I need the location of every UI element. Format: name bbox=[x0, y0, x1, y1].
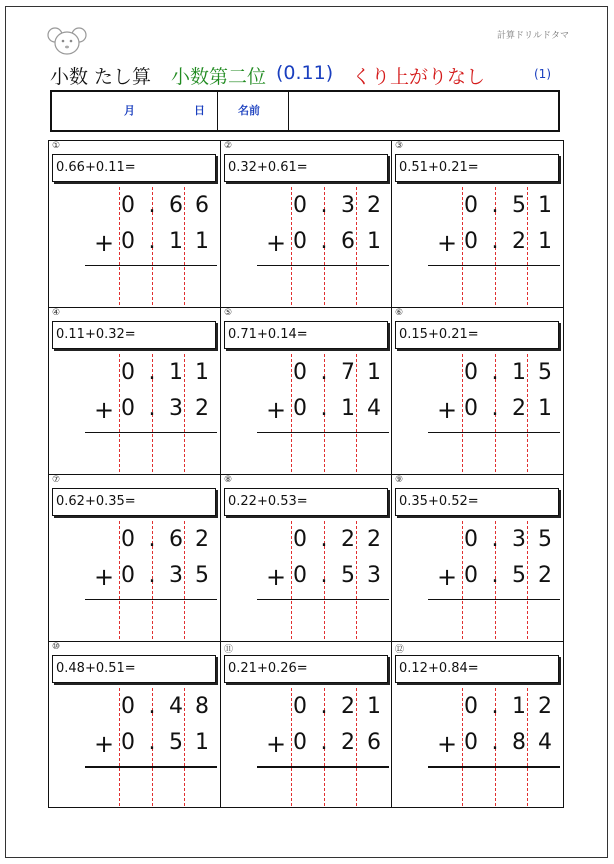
answer-area[interactable] bbox=[85, 268, 217, 304]
bottom-digit: . bbox=[148, 396, 156, 421]
bottom-digit: 0 bbox=[121, 563, 135, 588]
top-digit: 1 bbox=[538, 193, 552, 218]
answer-area[interactable] bbox=[428, 268, 560, 304]
top-digit: 5 bbox=[538, 527, 552, 552]
top-digit: 1 bbox=[367, 694, 381, 719]
top-digit: . bbox=[491, 694, 499, 719]
sum-line bbox=[428, 766, 560, 768]
top-digit: 4 bbox=[169, 694, 183, 719]
top-digit: . bbox=[491, 360, 499, 385]
problem-number: ⑫ bbox=[395, 645, 405, 655]
problem-number: ⑪ bbox=[224, 645, 234, 655]
bottom-digit: 6 bbox=[367, 730, 381, 755]
plus-sign: + bbox=[93, 396, 115, 424]
top-digit: 0 bbox=[293, 527, 307, 552]
bottom-digit: 0 bbox=[464, 730, 478, 755]
bottom-digit: 2 bbox=[195, 396, 209, 421]
bottom-digit: 0 bbox=[121, 396, 135, 421]
bottom-digit: 0 bbox=[464, 563, 478, 588]
bottom-digit: 0 bbox=[121, 229, 135, 254]
top-digit: . bbox=[491, 527, 499, 552]
bottom-digit: . bbox=[320, 229, 328, 254]
bottom-digit: . bbox=[491, 730, 499, 755]
equation-box: 0.11+0.32= bbox=[52, 321, 216, 349]
answer-area[interactable] bbox=[85, 769, 217, 805]
equation-box: 0.12+0.84= bbox=[395, 655, 559, 683]
site-name: 計算ドリルドタマ bbox=[496, 31, 569, 41]
bottom-digit: 2 bbox=[512, 229, 526, 254]
month-label: 月 bbox=[124, 104, 135, 117]
title-topic: 小数第二位 bbox=[171, 66, 267, 88]
equation-box: 0.21+0.26= bbox=[224, 655, 388, 683]
title-condition: くり上がりなし bbox=[352, 66, 486, 88]
problem-cell bbox=[49, 308, 221, 475]
top-digit: 0 bbox=[293, 360, 307, 385]
equation-box: 0.66+0.11= bbox=[52, 154, 216, 182]
problem-cell bbox=[221, 475, 393, 642]
bottom-digit: 8 bbox=[512, 730, 526, 755]
sum-line bbox=[85, 432, 217, 433]
equation-box: 0.32+0.61= bbox=[224, 154, 388, 182]
bottom-digit: 3 bbox=[169, 563, 183, 588]
top-digit: 1 bbox=[169, 360, 183, 385]
plus-sign: + bbox=[265, 563, 287, 591]
sum-line bbox=[257, 599, 389, 600]
problem-number: ③ bbox=[395, 141, 404, 151]
day-label: 日 bbox=[194, 104, 205, 117]
answer-area[interactable] bbox=[428, 435, 560, 471]
top-digit: 2 bbox=[538, 694, 552, 719]
problem-cell bbox=[392, 642, 564, 809]
bottom-digit: . bbox=[491, 396, 499, 421]
sum-line bbox=[257, 766, 389, 768]
bottom-digit: . bbox=[320, 396, 328, 421]
sum-line bbox=[85, 766, 217, 768]
top-digit: . bbox=[491, 193, 499, 218]
problem-number: ⑨ bbox=[395, 475, 404, 485]
date-name-box bbox=[50, 90, 560, 132]
page-number: (1) bbox=[534, 67, 551, 81]
problem-number: ⑦ bbox=[52, 475, 61, 485]
top-digit: 6 bbox=[169, 527, 183, 552]
plus-sign: + bbox=[436, 229, 458, 257]
top-digit: 2 bbox=[341, 694, 355, 719]
bottom-digit: 0 bbox=[464, 229, 478, 254]
bottom-digit: 5 bbox=[169, 730, 183, 755]
plus-sign: + bbox=[265, 396, 287, 424]
bottom-digit: . bbox=[320, 563, 328, 588]
top-digit: 7 bbox=[341, 360, 355, 385]
problem-cell bbox=[49, 475, 221, 642]
top-digit: . bbox=[320, 527, 328, 552]
title-main: 小数 たし算 bbox=[50, 66, 152, 88]
bottom-digit: 0 bbox=[293, 229, 307, 254]
problem-number: ⑩ bbox=[52, 642, 61, 652]
top-digit: . bbox=[320, 360, 328, 385]
worksheet-title bbox=[50, 62, 570, 88]
top-digit: 0 bbox=[464, 193, 478, 218]
top-digit: . bbox=[148, 360, 156, 385]
problem-number: ② bbox=[224, 141, 233, 151]
bottom-digit: 0 bbox=[121, 730, 135, 755]
bottom-digit: 0 bbox=[293, 563, 307, 588]
top-digit: 0 bbox=[121, 193, 135, 218]
top-digit: 1 bbox=[195, 360, 209, 385]
problem-number: ⑥ bbox=[395, 308, 404, 318]
top-digit: . bbox=[148, 694, 156, 719]
problem-number: ⑤ bbox=[224, 308, 233, 318]
equation-box: 0.48+0.51= bbox=[52, 655, 216, 683]
top-digit: 0 bbox=[464, 527, 478, 552]
problem-cell bbox=[221, 141, 393, 308]
problem-number: ⑧ bbox=[224, 475, 233, 485]
bottom-digit: . bbox=[491, 563, 499, 588]
answer-area[interactable] bbox=[257, 435, 389, 471]
top-digit: 0 bbox=[464, 360, 478, 385]
top-digit: 2 bbox=[367, 193, 381, 218]
top-digit: . bbox=[320, 694, 328, 719]
problem-cell bbox=[392, 141, 564, 308]
sum-line bbox=[428, 599, 560, 600]
bottom-digit: 4 bbox=[538, 730, 552, 755]
name-label: 名前 bbox=[238, 104, 260, 117]
name-field[interactable] bbox=[289, 92, 559, 130]
bottom-digit: 2 bbox=[538, 563, 552, 588]
bottom-digit: 0 bbox=[293, 730, 307, 755]
bottom-digit: 1 bbox=[169, 229, 183, 254]
top-digit: 6 bbox=[169, 193, 183, 218]
equation-box: 0.35+0.52= bbox=[395, 488, 559, 516]
top-digit: 0 bbox=[293, 694, 307, 719]
top-digit: 0 bbox=[121, 360, 135, 385]
answer-area[interactable] bbox=[85, 602, 217, 638]
bottom-digit: 1 bbox=[341, 396, 355, 421]
top-digit: 3 bbox=[512, 527, 526, 552]
equation-box: 0.51+0.21= bbox=[395, 154, 559, 182]
bottom-digit: . bbox=[148, 563, 156, 588]
problem-cell bbox=[49, 141, 221, 308]
plus-sign: + bbox=[436, 396, 458, 424]
sum-line bbox=[428, 432, 560, 433]
bottom-digit: 3 bbox=[169, 396, 183, 421]
bottom-digit: . bbox=[148, 730, 156, 755]
problem-cell bbox=[392, 308, 564, 475]
plus-sign: + bbox=[265, 730, 287, 758]
problem-cell bbox=[221, 642, 393, 809]
bottom-digit: 5 bbox=[512, 563, 526, 588]
top-digit: 1 bbox=[512, 360, 526, 385]
equation-box: 0.71+0.14= bbox=[224, 321, 388, 349]
top-digit: 6 bbox=[195, 193, 209, 218]
top-digit: 8 bbox=[195, 694, 209, 719]
plus-sign: + bbox=[93, 730, 115, 758]
sum-line bbox=[85, 599, 217, 600]
bottom-digit: 1 bbox=[195, 730, 209, 755]
problem-cell bbox=[221, 308, 393, 475]
top-digit: 1 bbox=[512, 694, 526, 719]
top-digit: 3 bbox=[341, 193, 355, 218]
title-example: (0.11) bbox=[276, 62, 334, 84]
bottom-digit: 3 bbox=[367, 563, 381, 588]
bottom-digit: 0 bbox=[464, 396, 478, 421]
equation-box: 0.62+0.35= bbox=[52, 488, 216, 516]
bottom-digit: 5 bbox=[341, 563, 355, 588]
bottom-digit: 2 bbox=[341, 730, 355, 755]
answer-area[interactable] bbox=[428, 602, 560, 638]
problem-cell bbox=[392, 475, 564, 642]
mouse-logo-icon bbox=[47, 27, 87, 55]
bottom-digit: . bbox=[148, 229, 156, 254]
equation-box: 0.15+0.21= bbox=[395, 321, 559, 349]
top-digit: 0 bbox=[121, 527, 135, 552]
top-digit: 5 bbox=[512, 193, 526, 218]
equation-box: 0.22+0.53= bbox=[224, 488, 388, 516]
answer-area[interactable] bbox=[85, 435, 217, 471]
problem-number: ④ bbox=[52, 308, 61, 318]
sum-line bbox=[257, 432, 389, 433]
bottom-digit: 1 bbox=[538, 229, 552, 254]
top-digit: 0 bbox=[293, 193, 307, 218]
plus-sign: + bbox=[93, 229, 115, 257]
bottom-digit: . bbox=[491, 229, 499, 254]
top-digit: 2 bbox=[341, 527, 355, 552]
top-digit: . bbox=[320, 193, 328, 218]
answer-area[interactable] bbox=[257, 769, 389, 805]
top-digit: 5 bbox=[538, 360, 552, 385]
sum-line bbox=[257, 265, 389, 266]
bottom-digit: 2 bbox=[512, 396, 526, 421]
bottom-digit: 1 bbox=[538, 396, 552, 421]
bottom-digit: 6 bbox=[341, 229, 355, 254]
plus-sign: + bbox=[436, 730, 458, 758]
top-digit: 0 bbox=[121, 694, 135, 719]
plus-sign: + bbox=[265, 229, 287, 257]
top-digit: 2 bbox=[367, 527, 381, 552]
bottom-digit: 1 bbox=[367, 229, 381, 254]
top-digit: 1 bbox=[367, 360, 381, 385]
divider bbox=[217, 92, 218, 130]
problem-cell bbox=[49, 642, 221, 809]
bottom-digit: 1 bbox=[195, 229, 209, 254]
sum-line bbox=[85, 265, 217, 266]
top-digit: . bbox=[148, 527, 156, 552]
problem-number: ① bbox=[52, 141, 61, 151]
sum-line bbox=[428, 265, 560, 266]
plus-sign: + bbox=[436, 563, 458, 591]
answer-area[interactable] bbox=[428, 769, 560, 805]
bottom-digit: 0 bbox=[293, 396, 307, 421]
answer-area[interactable] bbox=[257, 602, 389, 638]
bottom-digit: 4 bbox=[367, 396, 381, 421]
top-digit: 0 bbox=[464, 694, 478, 719]
plus-sign: + bbox=[93, 563, 115, 591]
problem-grid bbox=[48, 140, 564, 808]
bottom-digit: 5 bbox=[195, 563, 209, 588]
top-digit: 2 bbox=[195, 527, 209, 552]
bottom-digit: . bbox=[320, 730, 328, 755]
answer-area[interactable] bbox=[257, 268, 389, 304]
top-digit: . bbox=[148, 193, 156, 218]
